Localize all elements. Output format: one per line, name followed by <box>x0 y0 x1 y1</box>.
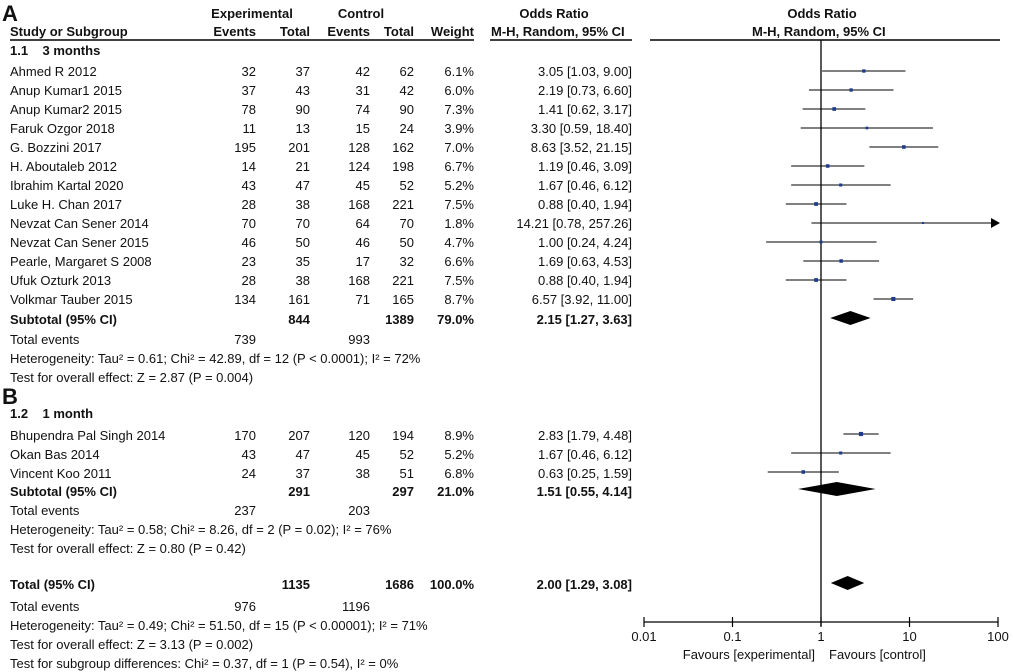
subgroup-label-1-month: 1.2 1 month <box>10 406 94 421</box>
exp-events: 32 <box>241 64 256 79</box>
exp-events: 28 <box>241 273 256 288</box>
subtotal-exp-total: 844 <box>288 312 310 327</box>
subtotal-exp-total: 291 <box>288 484 310 499</box>
ctl-events: 168 <box>348 197 370 212</box>
odds-ratio-ci: 1.69 [0.63, 4.53] <box>538 254 632 269</box>
ctl-total: 165 <box>392 292 414 307</box>
exp-events: 14 <box>241 159 256 174</box>
exp-events: 23 <box>241 254 256 269</box>
ctl-total: 50 <box>399 235 414 250</box>
weight: 4.7% <box>444 235 474 250</box>
odds-ratio-ci: 3.30 [0.59, 18.40] <box>530 121 632 136</box>
weight: 6.6% <box>444 254 474 269</box>
exp-total: 47 <box>295 447 310 462</box>
total-events-exp: 237 <box>234 503 256 518</box>
ctl-total: 221 <box>392 273 414 288</box>
ctl-events: 46 <box>355 235 370 250</box>
ctl-events: 71 <box>355 292 370 307</box>
ctl-total: 162 <box>392 140 414 155</box>
total-exp-total: 1135 <box>281 577 310 592</box>
header-control: Control <box>337 6 385 21</box>
ctl-events: 168 <box>348 273 370 288</box>
subtotal-ctl-total: 1389 <box>385 312 414 327</box>
point-estimate <box>839 451 842 454</box>
x-tick-label: 10 <box>902 629 917 644</box>
odds-ratio-ci: 1.41 [0.62, 3.17] <box>538 102 632 117</box>
odds-ratio-ci: 3.05 [1.03, 9.00] <box>538 64 632 79</box>
study-name: Nevzat Can Sener 2014 <box>10 216 149 231</box>
exp-events: 37 <box>241 83 256 98</box>
point-estimate <box>832 107 836 111</box>
point-estimate <box>859 432 863 436</box>
ctl-events: 124 <box>348 159 370 174</box>
subtotal-ctl-total: 297 <box>392 484 414 499</box>
weight: 7.3% <box>444 102 474 117</box>
exp-total: 207 <box>288 428 310 443</box>
total-events-exp: 976 <box>234 599 256 614</box>
total-events-ctl: 203 <box>348 503 370 518</box>
point-estimate <box>801 470 805 474</box>
odds-ratio-ci: 14.21 [0.78, 257.26] <box>516 216 632 231</box>
subtotal-ci: 1.51 [0.55, 4.14] <box>536 484 632 499</box>
ctl-events: 45 <box>355 447 370 462</box>
exp-total: 37 <box>295 64 310 79</box>
panel-label-b: B <box>2 384 18 409</box>
ctl-events: 120 <box>348 428 370 443</box>
exp-events: 24 <box>241 466 256 481</box>
exp-total: 21 <box>295 159 310 174</box>
weight: 3.9% <box>444 121 474 136</box>
panel-label-a: A <box>2 1 18 26</box>
weight: 5.2% <box>444 447 474 462</box>
x-tick-label: 1 <box>817 629 825 644</box>
point-estimate <box>814 278 818 282</box>
study-name: Volkmar Tauber 2015 <box>10 292 133 307</box>
study-name: Bhupendra Pal Singh 2014 <box>10 428 166 443</box>
weight: 7.0% <box>444 140 474 155</box>
exp-total: 37 <box>295 466 310 481</box>
ctl-total: 198 <box>392 159 414 174</box>
x-tick-label: 100 <box>987 629 1009 644</box>
exp-total: 35 <box>295 254 310 269</box>
ci-arrow <box>991 218 1000 228</box>
study-name: G. Bozzini 2017 <box>10 140 102 155</box>
weight: 6.1% <box>444 64 474 79</box>
ctl-events: 45 <box>355 178 370 193</box>
ctl-events: 17 <box>355 254 370 269</box>
ctl-total: 52 <box>399 178 414 193</box>
exp-events: 170 <box>234 428 256 443</box>
overall-effect-text: Test for overall effect: Z = 0.80 (P = 0.42) <box>10 541 246 556</box>
ctl-events: 31 <box>355 83 370 98</box>
ctl-events: 42 <box>355 64 370 79</box>
exp-events: 43 <box>241 178 256 193</box>
weight: 6.0% <box>444 83 474 98</box>
ctl-total: 62 <box>399 64 414 79</box>
point-estimate <box>902 145 906 149</box>
ctl-events: 15 <box>355 121 370 136</box>
exp-total: 90 <box>295 102 310 117</box>
study-name: Anup Kumar2 2015 <box>10 102 123 117</box>
study-name: Luke H. Chan 2017 <box>10 197 123 212</box>
heterogeneity-text: Heterogeneity: Tau² = 0.49; Chi² = 51.50, df = 15 (P < 0.00001); I² = 71% <box>10 618 428 633</box>
study-name: Faruk Ozgor 2018 <box>10 121 115 136</box>
overall-effect-text: Test for overall effect: Z = 3.13 (P = 0.002) <box>10 637 254 652</box>
total-label: Total (95% CI) <box>10 577 95 592</box>
study-name: Okan Bas 2014 <box>10 447 100 462</box>
exp-total: 38 <box>295 197 310 212</box>
point-estimate <box>891 297 895 301</box>
exp-total: 50 <box>295 235 310 250</box>
weight: 8.9% <box>444 428 474 443</box>
exp-events: 43 <box>241 447 256 462</box>
subtotal-weight: 21.0% <box>437 484 474 499</box>
exp-events: 11 <box>242 121 256 136</box>
header-exp-events: Events <box>213 24 256 39</box>
exp-total: 47 <box>295 178 310 193</box>
header-ctl-events: Events <box>327 24 370 39</box>
point-estimate <box>820 241 823 244</box>
odds-ratio-ci: 1.67 [0.46, 6.12] <box>538 447 632 462</box>
exp-events: 70 <box>241 216 256 231</box>
subtotal-weight: 79.0% <box>437 312 474 327</box>
study-name: H. Aboutaleb 2012 <box>10 159 117 174</box>
pooled-diamond <box>830 311 870 325</box>
x-tick-label: 0.1 <box>723 629 742 644</box>
odds-ratio-ci: 0.88 [0.40, 1.94] <box>538 273 632 288</box>
exp-total: 70 <box>295 216 310 231</box>
odds-ratio-ci: 1.00 [0.24, 4.24] <box>538 235 632 250</box>
total-events-label: Total events <box>10 599 80 614</box>
ctl-events: 128 <box>348 140 370 155</box>
point-estimate <box>922 222 924 224</box>
odds-ratio-ci: 0.88 [0.40, 1.94] <box>538 197 632 212</box>
header-ctl-total: Total <box>383 24 414 39</box>
subgroup-label-3-months: 1.1 3 months <box>10 43 101 58</box>
exp-events: 195 <box>234 140 256 155</box>
total-events-label: Total events <box>10 503 80 518</box>
subtotal-label: Subtotal (95% CI) <box>10 312 117 327</box>
x-label-favours-experimental: Favours [experimental] <box>682 647 815 662</box>
weight: 6.8% <box>444 466 474 481</box>
header-weight: Weight <box>430 24 474 39</box>
weight: 7.5% <box>444 197 474 212</box>
subtotal-label: Subtotal (95% CI) <box>10 484 117 499</box>
study-name: Ibrahim Kartal 2020 <box>10 178 124 193</box>
header-method-text: M-H, Random, 95% CI <box>491 24 625 39</box>
header-method-plot: M-H, Random, 95% CI <box>752 24 886 39</box>
study-name: Ahmed R 2012 <box>10 64 97 79</box>
odds-ratio-ci: 8.63 [3.52, 21.15] <box>530 140 632 155</box>
point-estimate <box>839 183 842 186</box>
odds-ratio-ci: 2.83 [1.79, 4.48] <box>538 428 632 443</box>
total-ci: 2.00 [1.29, 3.08] <box>536 577 632 592</box>
header-study: Study or Subgroup <box>10 24 128 39</box>
point-estimate <box>839 259 842 262</box>
point-estimate <box>826 164 830 168</box>
odds-ratio-ci: 6.57 [3.92, 11.00] <box>531 292 632 307</box>
ctl-total: 194 <box>392 428 414 443</box>
study-name: Anup Kumar1 2015 <box>10 83 123 98</box>
odds-ratio-ci: 2.19 [0.73, 6.60] <box>538 83 632 98</box>
weight: 5.2% <box>444 178 474 193</box>
weight: 6.7% <box>444 159 474 174</box>
header-odds-ratio-text: Odds Ratio <box>519 6 589 21</box>
ctl-total: 42 <box>399 83 414 98</box>
weight: 1.8% <box>444 216 474 231</box>
study-name: Pearle, Margaret S 2008 <box>10 254 152 269</box>
exp-total: 43 <box>295 83 310 98</box>
exp-events: 134 <box>234 292 256 307</box>
study-name: Ufuk Ozturk 2013 <box>10 273 112 288</box>
subgroup-differences-text: Test for subgroup differences: Chi² = 0.37, df = 1 (P = 0.54), I² = 0% <box>10 656 399 671</box>
point-estimate <box>814 202 818 206</box>
x-tick-label: 0.01 <box>631 629 657 644</box>
exp-total: 201 <box>288 140 310 155</box>
study-name: Nevzat Can Sener 2015 <box>10 235 149 250</box>
total-events-ctl: 1196 <box>342 599 370 614</box>
pooled-diamond <box>798 482 876 496</box>
ctl-total: 90 <box>399 102 414 117</box>
ctl-events: 64 <box>355 216 370 231</box>
exp-total: 38 <box>295 273 310 288</box>
header-odds-ratio-plot: Odds Ratio <box>787 6 857 21</box>
subtotal-ci: 2.15 [1.27, 3.63] <box>536 312 632 327</box>
odds-ratio-ci: 0.63 [0.25, 1.59] <box>538 466 632 481</box>
exp-total: 13 <box>295 121 310 136</box>
total-weight: 100.0% <box>429 577 474 592</box>
ctl-total: 52 <box>399 447 414 462</box>
header-exp-total: Total <box>279 24 310 39</box>
study-name: Vincent Koo 2011 <box>10 466 112 481</box>
odds-ratio-ci: 1.19 [0.46, 3.09] <box>538 159 632 174</box>
exp-total: 161 <box>288 292 310 307</box>
ctl-events: 38 <box>355 466 370 481</box>
total-events-ctl: 993 <box>348 332 370 347</box>
x-label-favours-control: Favours [control] <box>829 647 926 662</box>
total-events-label: Total events <box>10 332 80 347</box>
point-estimate <box>866 127 869 130</box>
ctl-total: 51 <box>399 466 414 481</box>
point-estimate <box>849 88 852 91</box>
ctl-total: 32 <box>399 254 414 269</box>
ctl-events: 74 <box>355 102 370 117</box>
ctl-total: 70 <box>399 216 414 231</box>
heterogeneity-text: Heterogeneity: Tau² = 0.58; Chi² = 8.26, df = 2 (P = 0.02); I² = 76% <box>10 522 392 537</box>
exp-events: 28 <box>241 197 256 212</box>
ctl-total: 221 <box>392 197 414 212</box>
exp-events: 78 <box>241 102 256 117</box>
ctl-total: 24 <box>399 121 414 136</box>
overall-effect-text: Test for overall effect: Z = 2.87 (P = 0.004) <box>10 370 254 385</box>
exp-events: 46 <box>241 235 256 250</box>
header-experimental: Experimental <box>211 6 293 21</box>
total-ctl-total: 1686 <box>385 577 414 592</box>
pooled-diamond <box>831 576 864 590</box>
point-estimate <box>862 69 865 72</box>
heterogeneity-text: Heterogeneity: Tau² = 0.61; Chi² = 42.89, df = 12 (P < 0.0001); I² = 72% <box>10 351 421 366</box>
weight: 8.7% <box>444 292 474 307</box>
weight: 7.5% <box>444 273 474 288</box>
odds-ratio-ci: 1.67 [0.46, 6.12] <box>538 178 632 193</box>
total-events-exp: 739 <box>234 332 256 347</box>
